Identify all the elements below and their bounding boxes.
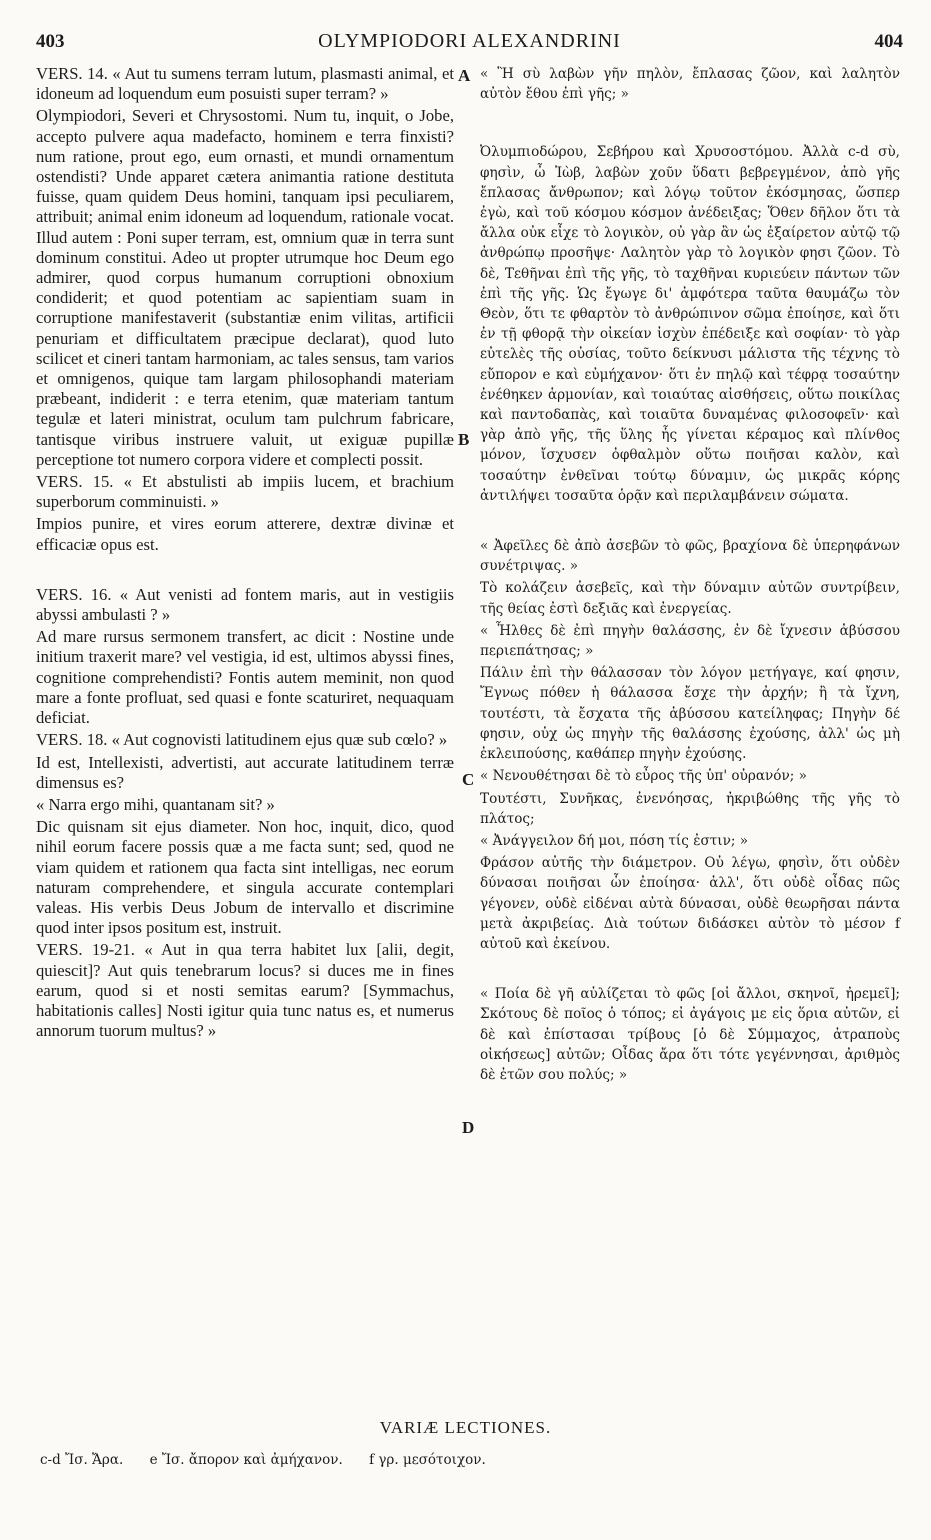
- greek-verse-18b: « Ἀνάγγειλον δή μοι, πόση τίς ἐστιν; »: [480, 832, 749, 849]
- greek-verse-19-21: « Ποία δὲ γῆ αὐλίζεται τὸ φῶς [οἱ ἄλλοι, σκηνοῖ, ἠρεμεῖ]; Σκότους δὲ ποῖος ὁ τόπος; εἰ ἀγάγοις με εἰς ὅρια αὐτῶν, εἰ δὲ καὶ ἐπίστασαι τρίβους [ὁ δὲ Σύμμαχος, ἀτραποὺς οἰκήσεως] αὐτῶν; Οἶδας ἄρα ὅτι τότε γεγέννησαι, ἀριθμὸς δὲ ἐτῶν σου πολύς; »: [480, 986, 900, 1083]
- margin-marker-d: D: [462, 1118, 475, 1137]
- greek-commentary-16: Πάλιν ἐπὶ τὴν θάλασσαν τὸν λόγον μετήγαγε, καί φησιν, Ἔγνως πόθεν ἡ θάλασσα ἔσχε τὴν ἀρχήν; ἢ τὰ ἴχνη, τουτέστι, τὰ ἔσχατα τῆς ἀβύσσου κατείληφας; Πηγὴν δέ φησιν, οὐχ ὡς πηγὴν τῆς θαλάσσης ἐχούσης, ἀλλ' ὡς μὴ ἐκλειπούσης, καθάπερ πηγὴν ἐχούσης.: [480, 665, 900, 763]
- latin-verse-16: VERS. 16. « Aut venisti ad fontem maris, aut in vestigiis abyssi ambulasti ? »: [36, 584, 454, 625]
- variae-lectiones-heading: VARIÆ LECTIONES.: [379, 1418, 552, 1437]
- latin-commentary-14: Olympiodori, Severi et Chrysostomi. Num tu, inquit, o Jobe, accepto pulvere aqua madefacto, hominem e terra finxisti? num ratione, prout ego, eum ornasti, et mundi ornamentum ostendisti? Unde apparet cætera animantia ratione destituta fuisse, quam quidem Deus homini, tanquam ipsi peculiarem, attribuit; animal enim idoneum ad loquendum, rationale vocat. Illud autem : Poni super terram, est, omnium quæ in terra sunt dominum constitui. Adeo ut propter utrumque hoc Deum ego admirer, quod corpus humanum corruptioni obnoxium condiderit; et quod potentiam ac sapientiam suam in corruptione manifestaverit (substantiæ enim vilitas, artificii penuriam et difficultatem præcipue declarat), quod luto scilicet et cineri tantam harmoniam, ac tales sensus, tam varios et omnigenos, quique tam largam philosophandi materiam præbeant, indiderit : e terra etenim, quæ materiam tantum tegulæ et lateri ministrat, oculum tam pulchrum fabricare, tantisque viribus instruere valuit, ut exiguæ pupillæ perceptione tot numero corpora videre et complecti possit.: [36, 106, 454, 469]
- right-page-number: 404: [874, 31, 903, 52]
- greek-commentary-14: Ὀλυμπιοδώρου, Σεβήρου καὶ Χρυσοστόμου. Ἀλλὰ c-d σὺ, φησὶν, ὦ Ἰὼβ, λαβὼν χοῦν ὕδατι βεβρεγμένον, ἀπὸ γῆς ἔπλασας ἄνθρωπον; καὶ λόγῳ τοῦτον ἐκόσμησας, ὥσπερ ἐγὼ, καὶ τοῦ κόσμου κόσμον ἀνέδειξας; Ὅθεν δῆλον ὅτι τὰ ἄλλα οὐκ εἶχε τὸ λογικὸν, οὐ γὰρ ἂν ὡς ἐξαίρετον αὐτῷ τῷ ἀνθρώπῳ προσῆψε· Λαλητὸν γὰρ τὸ λογικὸν φησι ζῶον. Τὸ δὲ, Τεθῆναι ἐπὶ τῆς γῆς, τὸ ταχθῆναι κυριεύειν πάντων τῶν ἐπὶ τῆς γῆς. Ὡς ἔγωγε δι' ἀμφότερα ταῦτα θαυμάζω τὸν Θεὸν, ὅτι τε φθαρτὸν τὸ ἀνθρώπινον σῶμα ἐποίησε, καὶ ὅτι ἐν τῇ φθορᾷ τὴν οἰκείαν ἰσχὺν ἐπέδειξε καὶ σοφίαν· τὸ γὰρ εὐτελὲς τῆς οὐσίας, τοῦτο δείκνυσι μάλιστα τῆς τέχνης τὸ εὔπορον e καὶ εὐμήχανον· ὅτι ἐν πηλῷ καὶ τέφρᾳ τοσαύτην ἐνέθηκεν ἁρμονίαν, καὶ τοιαύτας αἰσθήσεις, οὕτω ποικίλας καὶ παντοδαπὰς, καὶ τοιαῦτα δυναμένας φιλοσοφεῖν· καὶ γὰρ ἀπὸ γῆς, τῆς ὕλης ἧς γίνεται κέραμος καὶ πλίνθος μόνον, ἴσχυσεν ὀφθαλμὸν οὕτω ποιῆσαι καλὸν, καὶ τοσαύτην ἐνθεῖναι τούτῳ δύναμιν, ὡς μικρᾶς κόρης ἀντιλήψει τοσαῦτα ὁρᾷν καὶ περιλαμβάνειν σώματα.: [480, 144, 900, 504]
- latin-commentary-15: Impios punire, et vires eorum atterere, dextræ divinæ et efficaciæ opus est.: [36, 514, 454, 554]
- greek-verse-15: « Ἀφεῖλες δὲ ἀπὸ ἀσεβῶν τὸ φῶς, βραχίονα δὲ ὑπερηφάνων συνέτριψας. »: [480, 538, 900, 575]
- variae-lectiones-notes: [40, 1452, 900, 1468]
- greek-commentary-15: Τὸ κολάζειν ἀσεβεῖς, καὶ τὴν δύναμιν αὐτῶν συντρίβειν, τῆς θείας ἐστὶ δεξιᾶς καὶ ἐνεργείας.: [480, 580, 900, 617]
- latin-commentary-18b: Dic quisnam sit ejus diameter. Non hoc, inquit, dico, quod nihil eorum facere possis quæ a me facta sunt; sed, quod ne viam quidem et rationem qua facta sint intelligas, nec eorum naturam comprehendere, et singula accurate contemplari valeas. His verbis Deus Jobum de intervallo et discrimine quod inter ipsos positum est, instruit.: [36, 817, 454, 938]
- latin-verse-14: VERS. 14. « Aut tu sumens terram lutum, plasmasti animal, et idoneum ad loquendum eum posuisti super terram? »: [36, 64, 454, 104]
- greek-column: [480, 64, 900, 1087]
- margin-marker-a: A: [458, 66, 471, 85]
- latin-verse-18b: « Narra ergo mihi, quantanam sit? »: [36, 794, 275, 814]
- greek-verse-14: « Ἢ σὺ λαβὼν γῆν πηλὸν, ἔπλασας ζῶον, καὶ λαλητὸν αὐτὸν ἔθου ἐπὶ γῆς; »: [480, 66, 900, 103]
- left-page-number: 403: [36, 31, 65, 52]
- variant-note: f γρ. μεσότοιχον.: [369, 1452, 486, 1468]
- latin-verse-19-21: VERS. 19-21. « Aut in qua terra habitet lux [alii, degit, quiescit]? Aut quis tenebrarum locus? si duces me in fines earum, quod si et nosti semitas earum? [Symmachus, habitationis calles] Nosti igitur quia tunc natus es, et numerus annorum tuorum multus? »: [36, 940, 454, 1041]
- greek-verse-16: « Ἦλθες δὲ ἐπὶ πηγὴν θαλάσσης, ἐν δὲ ἴχνεσιν ἀβύσσου περιεπάτησας; »: [480, 622, 900, 660]
- greek-verse-18: « Νενουθέτησαι δὲ τὸ εὖρος τῆς ὑπ' οὐρανόν; »: [480, 768, 807, 785]
- latin-commentary-18: Id est, Intellexisti, advertisti, aut accurate latitudinem terræ dimensus es?: [36, 752, 454, 792]
- greek-commentary-18b: Φράσον αὐτῆς τὴν διάμετρον. Οὐ λέγω, φησὶν, ὅτι οὐδὲν δύνασαι ποιῆσαι ὧν ἐποίησα· ἀλλ', ὅτι οὐδὲ οἶδας πῶς γέγονεν, οὐδὲ εἰδέναι αὐτὰ δύνασαι, οὐδὲ θεωρῆσαι πάντα μετὰ ἀκριβείας. Διὰ τούτων διδάσκει αὐτὸν τὸ μέσον f αὐτοῦ καὶ ἐκείνου.: [480, 855, 900, 952]
- margin-marker-c: C: [462, 770, 475, 789]
- running-header: [36, 30, 903, 64]
- running-title: OLYMPIODORI ALEXANDRINI: [318, 30, 621, 52]
- greek-commentary-18: Τουτέστι, Συνῆκας, ἐνενόησας, ἠκριβώθης τῆς γῆς τὸ πλάτος;: [480, 790, 900, 827]
- latin-commentary-16: Ad mare rursus sermonem transfert, ac dicit : Nostine unde initium traxerit mare? vel vestigia, id est, ultimos abyssi fines, cognitione comprehendisti? Fontis autem meminit, non quod mare a fonte profluat, sed quasi e fonte scaturiret, nequaquam deficiat.: [36, 627, 454, 728]
- variant-note: e Ἴσ. ἄπορον καὶ ἀμήχανον.: [149, 1452, 343, 1468]
- margin-marker-b: B: [458, 430, 470, 449]
- latin-column: [36, 64, 454, 1043]
- latin-verse-18: VERS. 18. « Aut cognovisti latitudinem ejus quæ sub cœlo? »: [36, 730, 448, 750]
- variant-note: c-d Ἴσ. Ἄρα.: [40, 1452, 124, 1468]
- latin-verse-15: VERS. 15. « Et abstulisti ab impiis lucem, et brachium superborum comminuisti. »: [36, 472, 454, 512]
